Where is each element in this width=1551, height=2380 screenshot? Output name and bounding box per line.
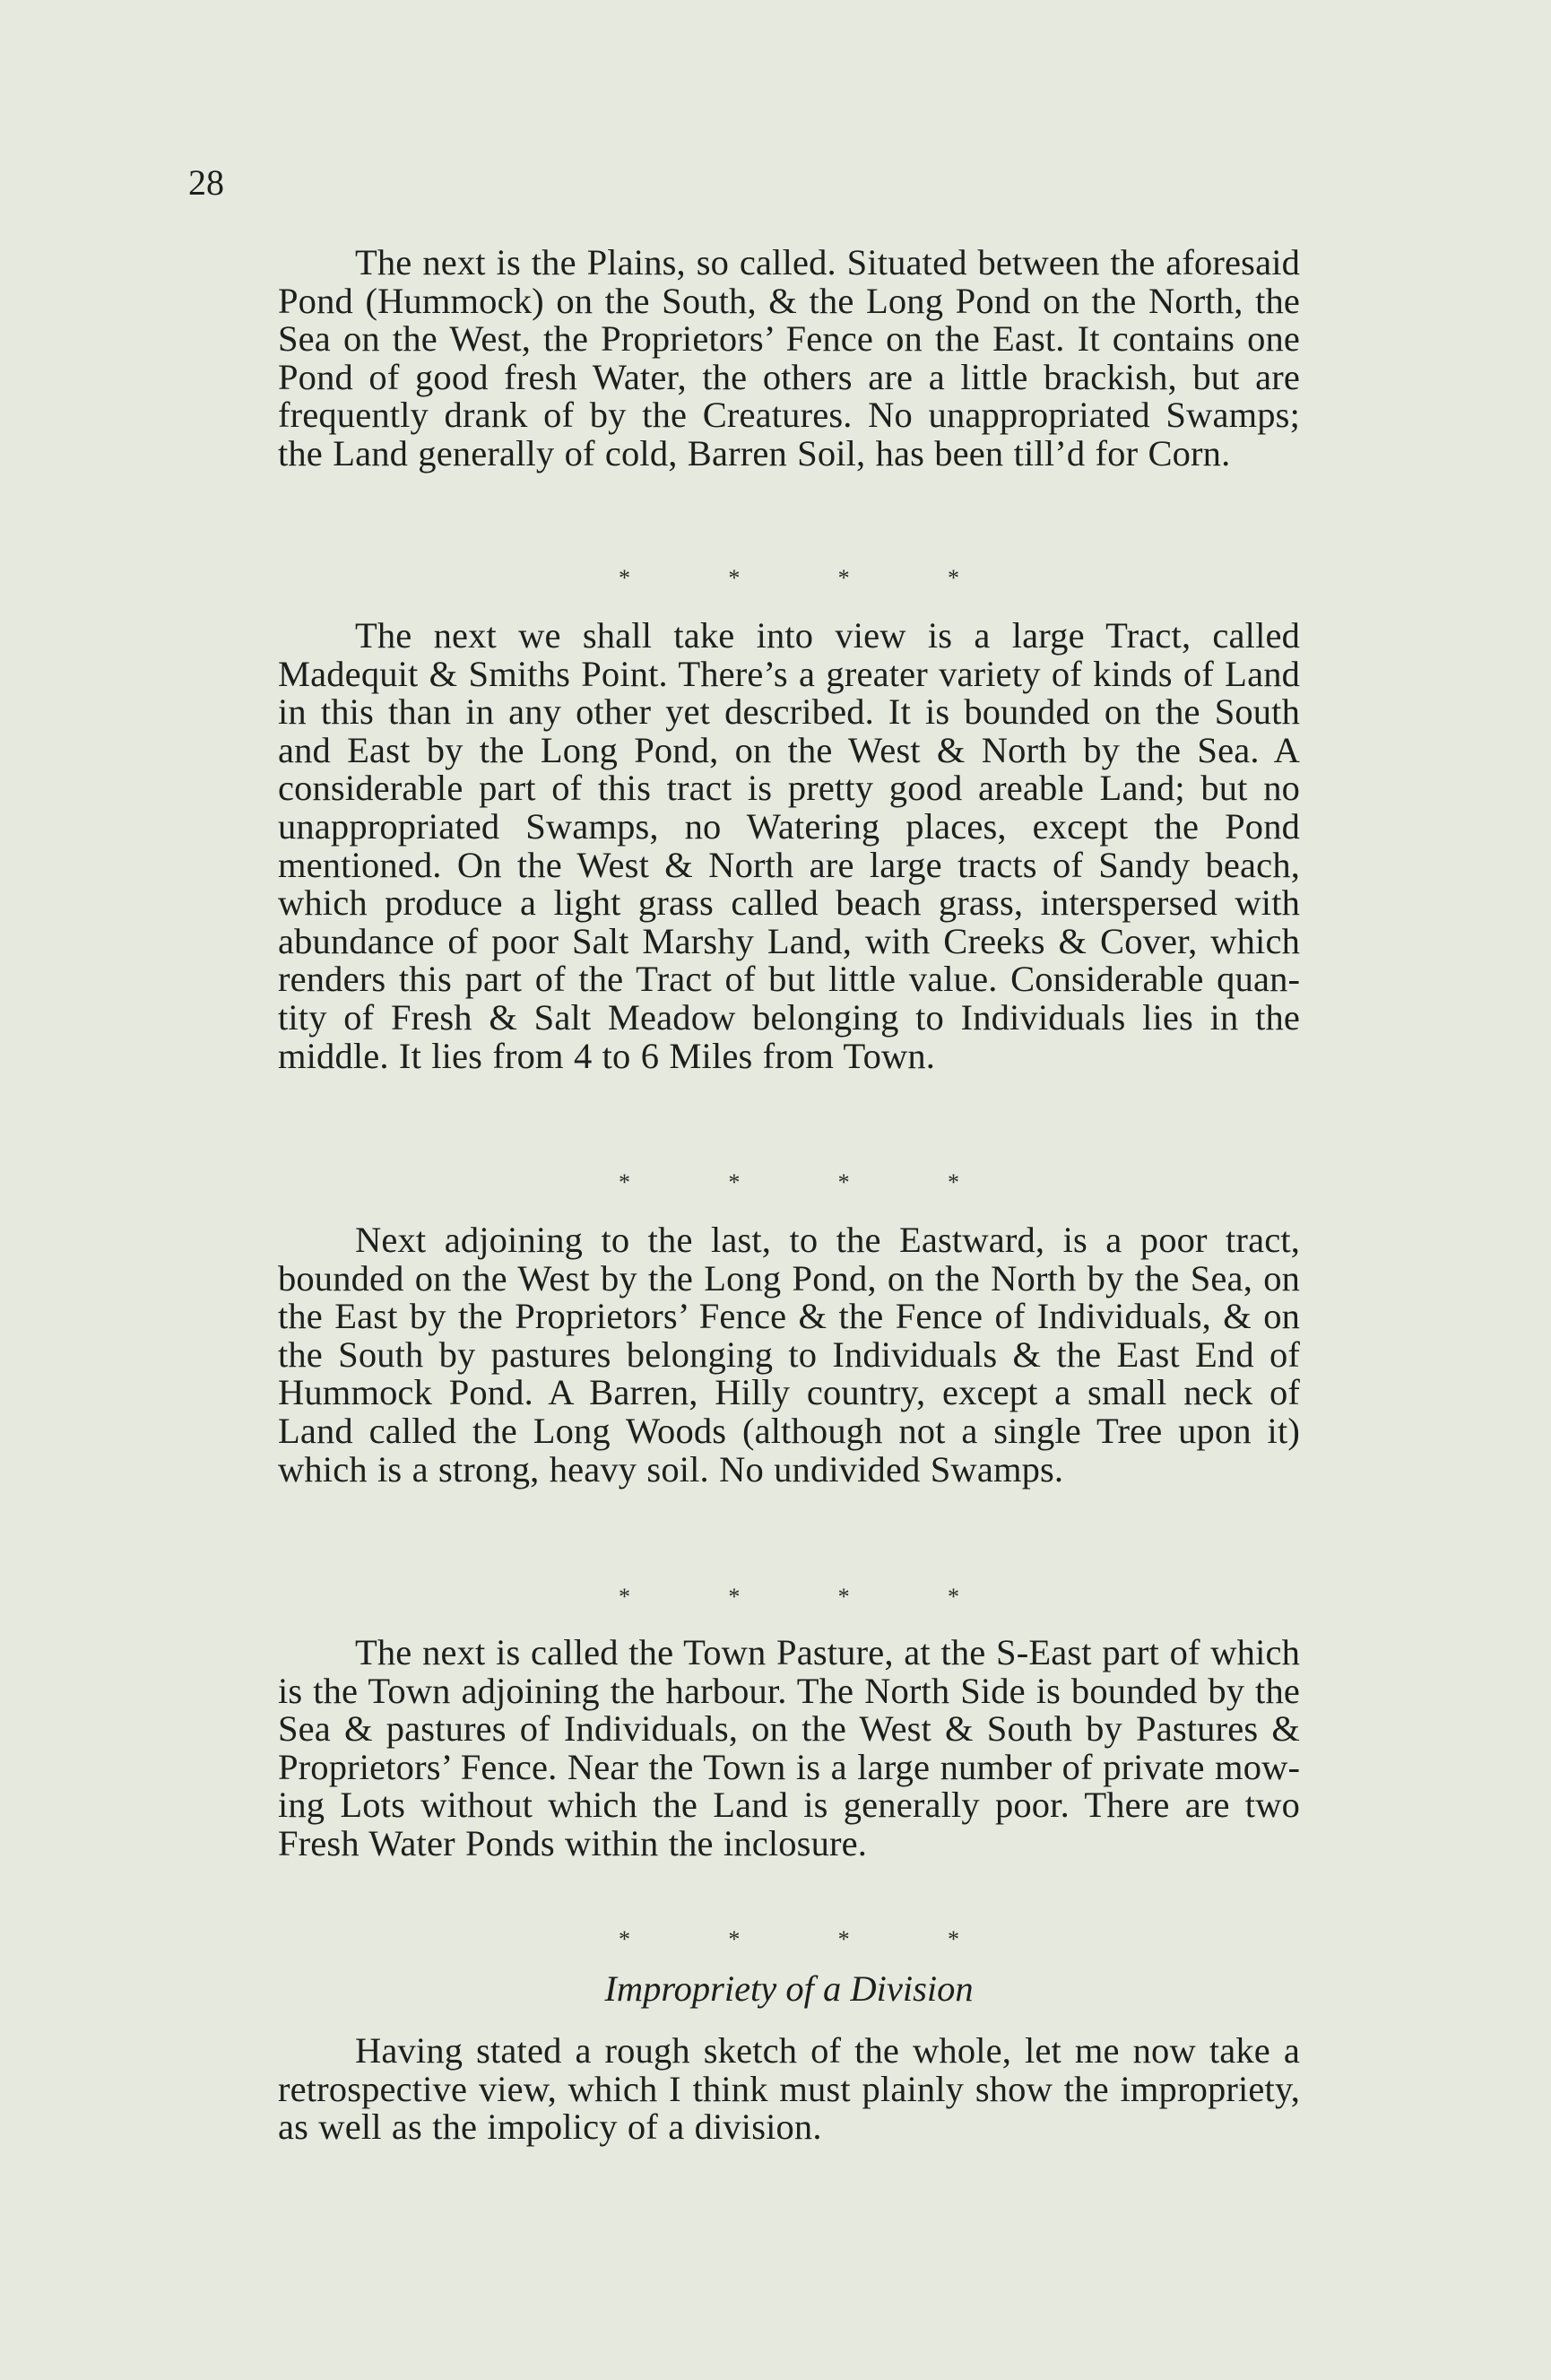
paragraph-town-pasture: The next is called the Town Pasture, at the S-East part of which is the Town adjoining the harbour. The North Side is bounded by the Sea & pastures of Individuals, on the West & South by Pastures & Proprietors’ Fence. Near the Town is a large number of private mowing Lots without which the Land is generally poor. There are two Fresh Water Ponds within the inclosure. xyxy=(278,1632,1300,1863)
separator-asterisks xyxy=(619,1584,959,1611)
asterisk: * xyxy=(619,1584,630,1610)
section-heading: Impropriety of a Division xyxy=(604,1968,974,2009)
separator-asterisks xyxy=(619,1169,959,1196)
asterisk: * xyxy=(619,565,630,591)
asterisk: * xyxy=(619,1926,630,1952)
separator-asterisks xyxy=(619,1926,959,1953)
asterisk: * xyxy=(837,1584,850,1610)
paragraph-plains: The next is the Plains, so called. Situated between the aforesaid Pond (Hummock) on the South, & the Long Pond on the North, the Sea on the West, the Proprietors’ Fence on the East. It contains one Pond of good fresh Water, the others are a little brackish, but are frequently drank of by the Creatures. No unappropriated Swamps; the Land generally of cold, Barren Soil, has been till’d for Corn. xyxy=(278,242,1300,473)
asterisk: * xyxy=(837,1926,850,1952)
asterisk: * xyxy=(728,1926,741,1952)
page-number: 28 xyxy=(188,162,224,203)
asterisk: * xyxy=(947,1169,959,1195)
asterisk: * xyxy=(619,1169,630,1195)
paragraph-madequit: The next we shall take into view is a large Tract, called Madequit & Smiths Point. There’s a greater variety of kinds of Land in this than in any other yet described. It is bounded on the South and East by the Long Pond, on the West & North by the Sea. A considerable part of this tract is pretty good areable Land; but no unappropriated Swamps, no Watering places, except the Pond mentioned. On the West & North are large tracts of Sandy beach, which produce a light grass called beach grass, interspersed with abundance of poor Salt Marshy Land, with Creeks & Cover, which renders this part of the Tract of but little value. Considerable quantity of Fresh & Salt Meadow belonging to Individuals lies in the middle. It lies from 4 to 6 Miles from Town. xyxy=(278,615,1300,1076)
asterisk: * xyxy=(837,1169,850,1195)
paragraph-retrospective: Having stated a rough sketch of the whole, let me now take a retrospective view, which I think must plainly show the impropriety, as well as the impolicy of a division. xyxy=(278,2030,1300,2148)
asterisk: * xyxy=(728,1169,741,1195)
asterisk: * xyxy=(947,1926,959,1952)
asterisk: * xyxy=(728,1584,741,1610)
asterisk: * xyxy=(947,565,959,591)
asterisk: * xyxy=(837,565,850,591)
asterisk: * xyxy=(947,1584,959,1610)
paragraph-long-woods: Next adjoining to the last, to the Eastward, is a poor tract, bounded on the West by the Long Pond, on the North by the Sea, on the East by the Proprietors’ Fence & the Fence of Individuals, & on the South by pastures belonging to Individuals & the East End of Hummock Pond. A Barren, Hilly country, except a small neck of Land called the Long Woods (although not a single Tree upon it) which is a strong, heavy soil. No undivided Swamps. xyxy=(278,1220,1300,1490)
asterisk: * xyxy=(728,565,741,591)
separator-asterisks xyxy=(619,565,959,592)
